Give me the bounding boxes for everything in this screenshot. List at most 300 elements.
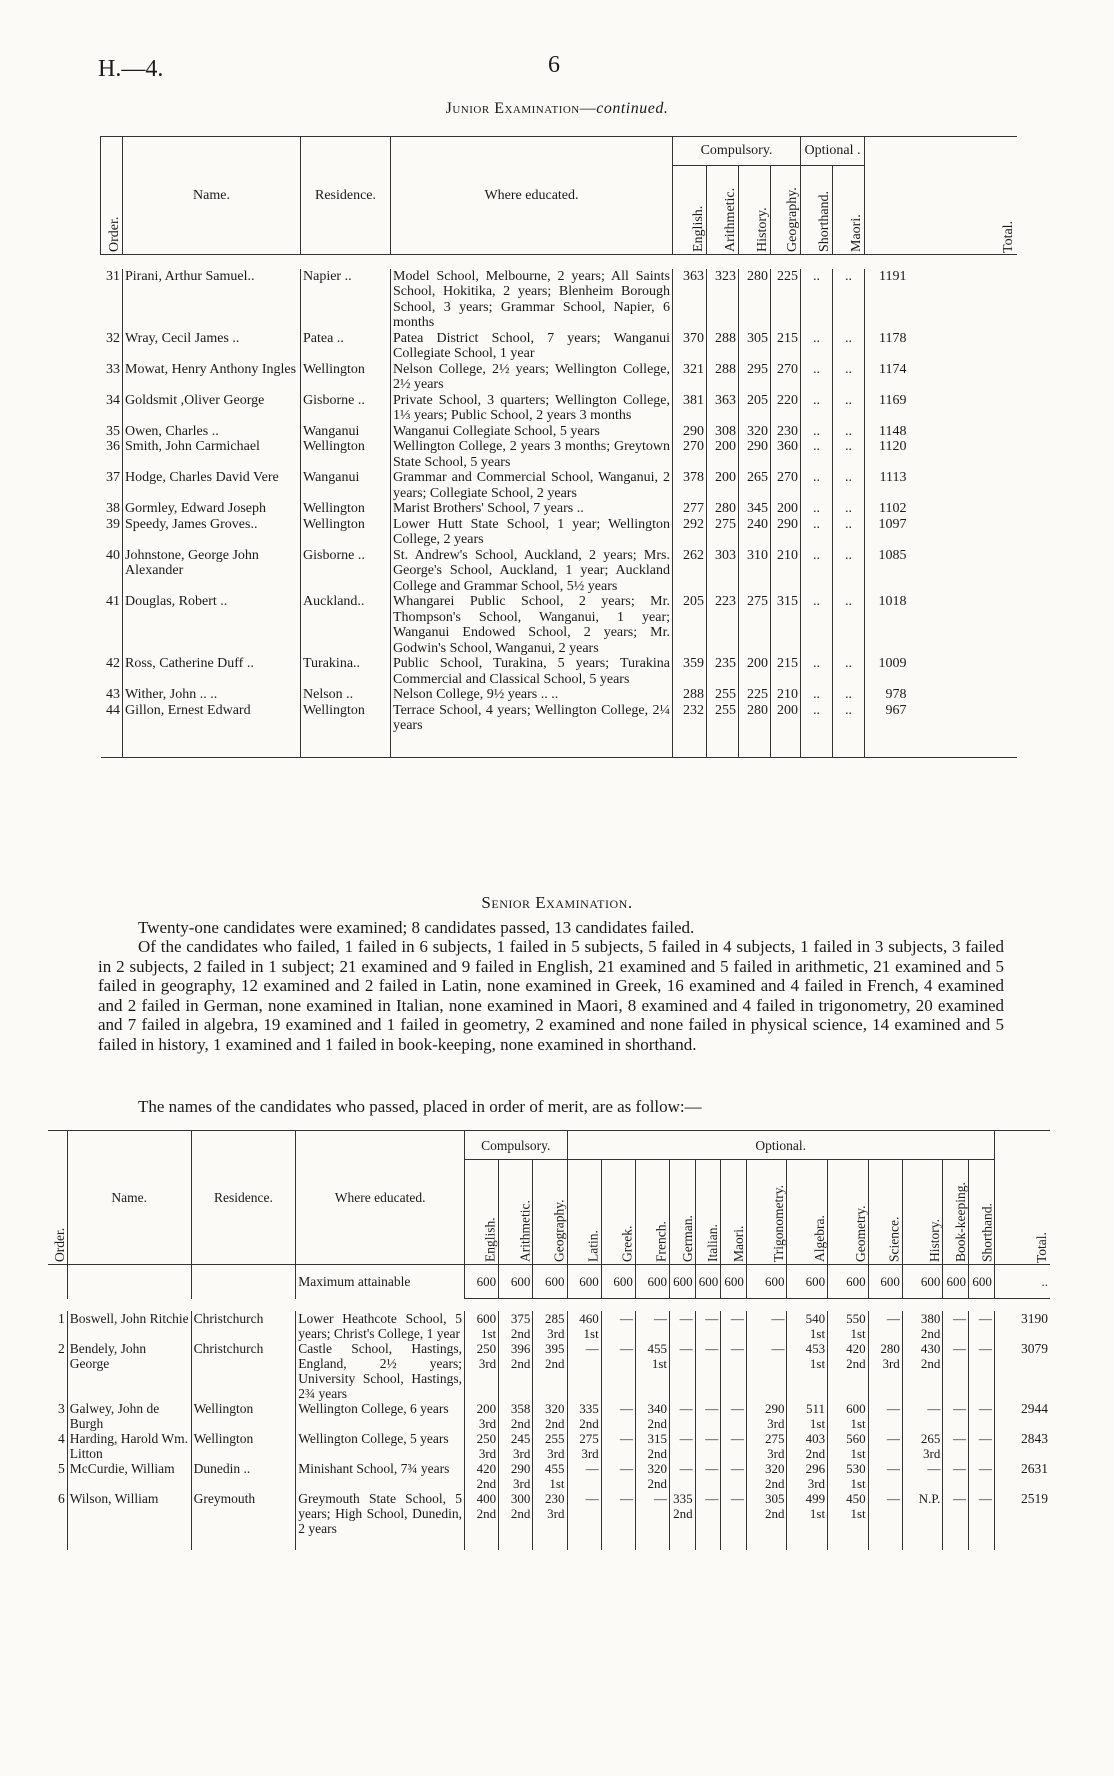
senior-results-table	[48, 1130, 1050, 1550]
table-row	[48, 1491, 1050, 1536]
table-row	[48, 1461, 1050, 1491]
score-rank: 1st	[809, 1325, 826, 1341]
table-end-cell	[902, 1536, 943, 1550]
score-cell	[943, 1311, 969, 1341]
optional-cell: ..	[801, 439, 833, 470]
score-value: 230	[545, 1490, 565, 1506]
order-cell: 44	[106, 702, 120, 718]
subject-header: Latin.	[567, 1160, 601, 1265]
score-value: —	[953, 1340, 967, 1356]
table-row	[48, 1341, 1050, 1401]
score-value: 420	[846, 1340, 866, 1356]
score-value: —	[730, 1490, 744, 1506]
score-cell	[464, 1401, 498, 1431]
score-cell: 305	[739, 331, 771, 362]
maximum-value: 600	[902, 1265, 943, 1299]
table-end-cell	[868, 1536, 902, 1550]
score-cell: 288	[707, 362, 739, 393]
score-rank: 3rd	[478, 1355, 497, 1371]
maximum-value: 600	[567, 1265, 601, 1299]
subject-header: Geography.	[533, 1160, 567, 1265]
where-educated-cell: Terrace School, 4 years; Wellington College, 2¼ years	[391, 703, 673, 734]
score-cell	[601, 1401, 635, 1431]
score-cell: 359	[673, 656, 707, 687]
score-value: 320	[764, 1460, 785, 1476]
residence-cell: Wellington	[301, 501, 391, 517]
score-rank: 2nd	[510, 1355, 531, 1371]
score-rank: 1st	[850, 1325, 866, 1341]
score-value: —	[978, 1430, 992, 1446]
score-cell	[695, 1461, 721, 1491]
optional-cell: ..	[833, 439, 865, 470]
table-row	[101, 331, 1017, 362]
score-value: —	[730, 1430, 744, 1446]
name-cell: Ross, Catherine Duff ..	[123, 656, 301, 687]
total-cell: 1097	[865, 517, 1017, 548]
score-rank: 1st	[850, 1505, 866, 1521]
total-cell: 1148	[865, 424, 1017, 440]
score-rank: 2nd	[846, 1355, 866, 1371]
subject-header: English.	[673, 166, 707, 255]
score-value: 296	[805, 1460, 826, 1476]
maximum-value: 600	[746, 1265, 787, 1299]
score-cell	[746, 1461, 787, 1491]
score-value: —	[953, 1310, 967, 1326]
score-cell	[670, 1491, 696, 1536]
score-cell	[695, 1431, 721, 1461]
score-cell	[746, 1431, 787, 1461]
score-rank: 2nd	[579, 1415, 599, 1431]
score-value: —	[886, 1310, 900, 1326]
score-cell	[828, 1401, 869, 1431]
spacer-row	[101, 255, 1017, 269]
table-end-cell	[943, 1536, 969, 1550]
table-end-cell	[721, 1536, 747, 1550]
score-cell	[635, 1311, 669, 1341]
residence-cell: Dunedin ..	[191, 1461, 296, 1491]
score-rank: 3rd	[547, 1445, 565, 1461]
senior-summary: Twenty-one candidates were examined; 8 candidates passed, 13 candidates failed.	[138, 918, 695, 937]
score-value: —	[978, 1400, 992, 1416]
score-cell	[787, 1311, 828, 1341]
score-value: 200	[476, 1400, 497, 1416]
score-cell	[499, 1431, 533, 1461]
score-rank: 2nd	[764, 1505, 785, 1521]
maximum-value: 600	[787, 1265, 828, 1299]
score-cell	[464, 1311, 498, 1341]
score-value: 290	[764, 1400, 785, 1416]
score-cell	[969, 1431, 995, 1461]
total-cell: 2843	[994, 1431, 1050, 1461]
score-cell: 320	[739, 424, 771, 440]
total-cell: 2631	[994, 1461, 1050, 1491]
score-cell	[721, 1461, 747, 1491]
maximum-value: 600	[695, 1265, 721, 1299]
score-cell	[828, 1341, 869, 1401]
optional-cell: ..	[801, 687, 833, 703]
score-value: N.P.	[918, 1490, 941, 1506]
optional-cell: ..	[801, 470, 833, 501]
table-end-cell	[567, 1536, 601, 1550]
score-value: —	[679, 1400, 693, 1416]
where-educated-header: Where educated.	[296, 1131, 465, 1265]
table-end-cell	[771, 734, 801, 758]
total-cell: 3079	[994, 1341, 1050, 1401]
optional-cell: ..	[833, 703, 865, 734]
subject-header: Geography.	[771, 166, 801, 255]
score-rank: 3rd	[807, 1475, 826, 1491]
score-value: 375	[510, 1310, 531, 1326]
score-cell	[635, 1491, 669, 1536]
score-cell	[787, 1341, 828, 1401]
score-cell	[902, 1341, 943, 1401]
score-cell: 270	[673, 439, 707, 470]
score-cell	[721, 1491, 747, 1536]
score-value: 396	[510, 1340, 531, 1356]
score-rank: 1st	[809, 1415, 826, 1431]
score-cell	[695, 1401, 721, 1431]
residence-header: Residence.	[191, 1131, 296, 1265]
maximum-value: 600	[635, 1265, 669, 1299]
name-cell: Goldsmit ,Oliver George	[123, 393, 301, 424]
score-value: —	[953, 1400, 967, 1416]
score-value: 511	[806, 1400, 826, 1416]
score-value: —	[730, 1400, 744, 1416]
table-end-cell	[673, 734, 707, 758]
optional-cell: ..	[833, 393, 865, 424]
table-end-cell	[635, 1536, 669, 1550]
score-rank: 3rd	[767, 1445, 785, 1461]
residence-cell: Christchurch	[191, 1341, 296, 1401]
score-value: 453	[805, 1340, 826, 1356]
score-value: —	[585, 1460, 599, 1476]
score-cell	[787, 1461, 828, 1491]
table-end-cell	[969, 1536, 995, 1550]
optional-cell: ..	[801, 594, 833, 656]
score-rank: 1st	[809, 1505, 826, 1521]
optional-cell: ..	[833, 594, 865, 656]
score-value: 320	[545, 1400, 565, 1416]
total-cell: 3190	[994, 1311, 1050, 1341]
score-value: 275	[764, 1430, 785, 1446]
score-cell	[969, 1311, 995, 1341]
score-value: —	[978, 1310, 992, 1326]
score-value: 403	[805, 1430, 826, 1446]
residence-cell: Gisborne ..	[301, 548, 391, 595]
name-cell: McCurdie, William	[67, 1461, 191, 1491]
score-cell: 200	[707, 439, 739, 470]
score-value: —	[953, 1430, 967, 1446]
score-rank: 2nd	[647, 1415, 668, 1431]
score-cell	[868, 1341, 902, 1401]
table-end-cell	[833, 734, 865, 758]
optional-cell: ..	[801, 501, 833, 517]
score-rank: 3rd	[478, 1415, 497, 1431]
score-cell	[902, 1401, 943, 1431]
score-value: —	[927, 1460, 941, 1476]
order-cell: 31	[106, 268, 120, 284]
residence-cell: Turakina..	[301, 656, 391, 687]
score-cell: 275	[739, 594, 771, 656]
table-end-cell	[191, 1536, 296, 1550]
order-cell: 36	[106, 439, 120, 454]
score-value: 499	[805, 1490, 826, 1506]
subject-header: German.	[670, 1160, 696, 1265]
order-cell: 39	[106, 516, 120, 532]
table-end-cell	[48, 1536, 67, 1550]
score-cell	[670, 1341, 696, 1401]
score-rank: 1st	[549, 1475, 565, 1491]
residence-cell: Wellington	[301, 517, 391, 548]
subject-header: Shorthand.	[969, 1160, 995, 1265]
score-cell	[533, 1401, 567, 1431]
score-value: —	[730, 1340, 744, 1356]
score-cell	[464, 1461, 498, 1491]
score-cell: 290	[771, 517, 801, 548]
subject-header: Arithmetic.	[499, 1160, 533, 1265]
subject-header: Maori.	[721, 1160, 747, 1265]
score-cell	[670, 1311, 696, 1341]
score-cell	[601, 1341, 635, 1401]
score-cell	[746, 1341, 787, 1401]
optional-cell: ..	[833, 548, 865, 595]
score-cell: 303	[707, 548, 739, 595]
score-cell: 270	[771, 470, 801, 501]
score-cell: 235	[707, 656, 739, 687]
subject-header: History.	[739, 166, 771, 255]
score-cell: 290	[673, 424, 707, 440]
name-cell: Wilson, William	[67, 1491, 191, 1536]
page-number: 6	[548, 52, 560, 78]
maximum-value: 600	[464, 1265, 498, 1299]
optional-cell: ..	[801, 393, 833, 424]
maximum-row	[48, 1265, 1050, 1299]
score-value: 250	[476, 1430, 497, 1446]
table-end-row	[101, 734, 1017, 758]
score-cell: 295	[739, 362, 771, 393]
score-cell: 321	[673, 362, 707, 393]
where-educated-cell: Whangarei Public School, 2 years; Mr. Thompson's School, Wanganui, 1 year; Wanganui Endowed School, 2 years; Mr. Godwin's School, Wanganui, 2 years	[391, 594, 673, 656]
score-value: 305	[764, 1490, 785, 1506]
order-cell: 1	[57, 1310, 65, 1326]
score-value: —	[771, 1310, 785, 1326]
table-row	[101, 470, 1017, 501]
score-cell: 280	[739, 269, 771, 331]
score-value: —	[705, 1430, 719, 1446]
table-end-cell	[670, 1536, 696, 1550]
total-cell: 1102	[865, 501, 1017, 517]
score-value: —	[679, 1460, 693, 1476]
score-value: —	[886, 1490, 900, 1506]
maximum-value: 600	[533, 1265, 567, 1299]
order-cell: 4	[57, 1430, 65, 1446]
score-value: —	[705, 1340, 719, 1356]
residence-cell: Wellington	[301, 703, 391, 734]
optional-cell: ..	[833, 501, 865, 517]
optional-cell: ..	[833, 687, 865, 703]
total-cell: 978	[865, 687, 1017, 703]
table-end-cell	[391, 734, 673, 758]
score-cell	[601, 1431, 635, 1461]
score-cell	[635, 1401, 669, 1431]
score-value: 285	[545, 1310, 565, 1326]
table-row	[101, 424, 1017, 440]
optional-cell: ..	[801, 424, 833, 440]
score-cell	[635, 1461, 669, 1491]
total-cell: 1191	[865, 269, 1017, 331]
score-cell	[969, 1341, 995, 1401]
name-cell	[67, 1265, 191, 1299]
score-cell: 215	[771, 656, 801, 687]
score-cell	[533, 1431, 567, 1461]
score-value: 560	[846, 1430, 866, 1446]
name-cell: Boswell, John Ritchie	[67, 1311, 191, 1341]
score-cell	[567, 1341, 601, 1401]
residence-cell: Christchurch	[191, 1311, 296, 1341]
score-cell: 220	[771, 393, 801, 424]
score-rank: 3rd	[882, 1355, 900, 1371]
score-cell	[721, 1341, 747, 1401]
section-title	[0, 100, 1114, 118]
senior-section-title: Senior Examination.	[481, 893, 633, 912]
score-cell	[746, 1311, 787, 1341]
score-cell: 345	[739, 501, 771, 517]
subject-header: Maori.	[833, 166, 865, 255]
residence-cell: Wellington	[301, 362, 391, 393]
score-value: —	[886, 1460, 900, 1476]
score-cell: 210	[771, 548, 801, 595]
score-cell: 323	[707, 269, 739, 331]
score-cell: 232	[673, 703, 707, 734]
subject-header: Book-keeping.	[943, 1160, 969, 1265]
table-row	[101, 362, 1017, 393]
score-value: —	[953, 1460, 967, 1476]
maximum-value: 600	[868, 1265, 902, 1299]
score-cell: 262	[673, 548, 707, 595]
score-value: —	[679, 1430, 693, 1446]
score-value: 400	[476, 1490, 497, 1506]
score-cell	[567, 1461, 601, 1491]
score-cell: 315	[771, 594, 801, 656]
score-cell	[499, 1461, 533, 1491]
score-value: —	[705, 1490, 719, 1506]
score-value: 280	[880, 1340, 900, 1356]
junior-results-table	[100, 136, 1017, 758]
score-cell	[567, 1491, 601, 1536]
score-rank: 1st	[809, 1355, 826, 1371]
optional-cell: ..	[801, 517, 833, 548]
score-cell	[943, 1401, 969, 1431]
score-rank: 2nd	[476, 1475, 497, 1491]
score-cell	[787, 1431, 828, 1461]
score-value: 265	[920, 1430, 941, 1446]
score-rank: 3rd	[512, 1475, 531, 1491]
section-title-continued: continued.	[596, 100, 669, 117]
score-cell: 200	[739, 656, 771, 687]
score-rank: 1st	[583, 1325, 599, 1341]
where-educated-cell: Model School, Melbourne, 2 years; All Saints School, Hokitika, 2 years; Blenheim Borough School, 3 years; Grammar School, Napier, 6 months	[391, 269, 673, 331]
maximum-label: Maximum attainable	[296, 1265, 465, 1299]
total-cell: 1085	[865, 548, 1017, 595]
optional-cell: ..	[833, 269, 865, 331]
score-cell	[567, 1431, 601, 1461]
order-cell: 2	[57, 1340, 65, 1356]
optional-header: Optional .	[801, 137, 865, 166]
where-educated-cell: Greymouth State School, 5 years; High School, Dunedin, 2 years	[296, 1491, 465, 1536]
table-end-cell	[101, 734, 123, 758]
score-cell	[499, 1401, 533, 1431]
section-title-main: Junior Examination—	[445, 100, 597, 117]
score-value: 450	[846, 1490, 866, 1506]
score-value: —	[619, 1340, 633, 1356]
name-cell: Pirani, Arthur Samuel..	[123, 269, 301, 331]
score-value: —	[619, 1490, 633, 1506]
score-cell	[533, 1491, 567, 1536]
score-rank: 2nd	[545, 1415, 565, 1431]
order-cell: 5	[57, 1460, 65, 1476]
score-cell	[533, 1461, 567, 1491]
score-rank: 1st	[850, 1475, 866, 1491]
order-cell: 6	[57, 1490, 65, 1506]
score-cell	[943, 1431, 969, 1461]
score-cell	[670, 1461, 696, 1491]
score-cell: 215	[771, 331, 801, 362]
where-educated-header: Where educated.	[391, 137, 673, 255]
table-end-cell	[865, 734, 1017, 758]
score-value: 460	[579, 1310, 599, 1326]
subject-header: Total.	[994, 1160, 1050, 1265]
score-rank: 2nd	[510, 1415, 531, 1431]
score-cell	[787, 1491, 828, 1536]
score-cell: 378	[673, 470, 707, 501]
score-cell	[499, 1341, 533, 1401]
score-cell	[601, 1491, 635, 1536]
score-value: 315	[647, 1430, 668, 1446]
score-cell	[902, 1431, 943, 1461]
score-rank: 2nd	[647, 1475, 668, 1491]
optional-cell: ..	[833, 517, 865, 548]
score-cell	[868, 1431, 902, 1461]
score-value: 530	[846, 1460, 866, 1476]
score-value: —	[771, 1340, 785, 1356]
score-rank: 3rd	[767, 1415, 785, 1431]
score-rank: 1st	[651, 1355, 668, 1371]
subject-header: Shorthand.	[801, 166, 833, 255]
order-cell: 37	[106, 470, 120, 485]
table-row	[101, 393, 1017, 424]
spacer-row	[48, 1299, 1050, 1311]
score-value: —	[927, 1400, 941, 1416]
residence-header: Residence.	[301, 137, 391, 255]
name-cell: Smith, John Carmichael	[123, 439, 301, 470]
score-value: 600	[846, 1400, 866, 1416]
score-cell: 363	[673, 269, 707, 331]
score-cell	[969, 1461, 995, 1491]
where-educated-cell: Grammar and Commercial School, Wanganui, 2 years; Collegiate School, 2 years	[391, 470, 673, 501]
score-rank: 3rd	[923, 1445, 941, 1461]
where-educated-cell: Minishant School, 7¾ years	[296, 1461, 465, 1491]
score-cell: 310	[739, 548, 771, 595]
score-cell: 280	[739, 703, 771, 734]
score-rank: 2nd	[647, 1445, 668, 1461]
maximum-value: 600	[943, 1265, 969, 1299]
table-end-cell	[746, 1536, 787, 1550]
order-cell: 41	[106, 594, 120, 609]
score-cell	[721, 1431, 747, 1461]
subject-header: History.	[902, 1160, 943, 1265]
name-header: Name.	[67, 1131, 191, 1265]
score-value: —	[654, 1490, 668, 1506]
